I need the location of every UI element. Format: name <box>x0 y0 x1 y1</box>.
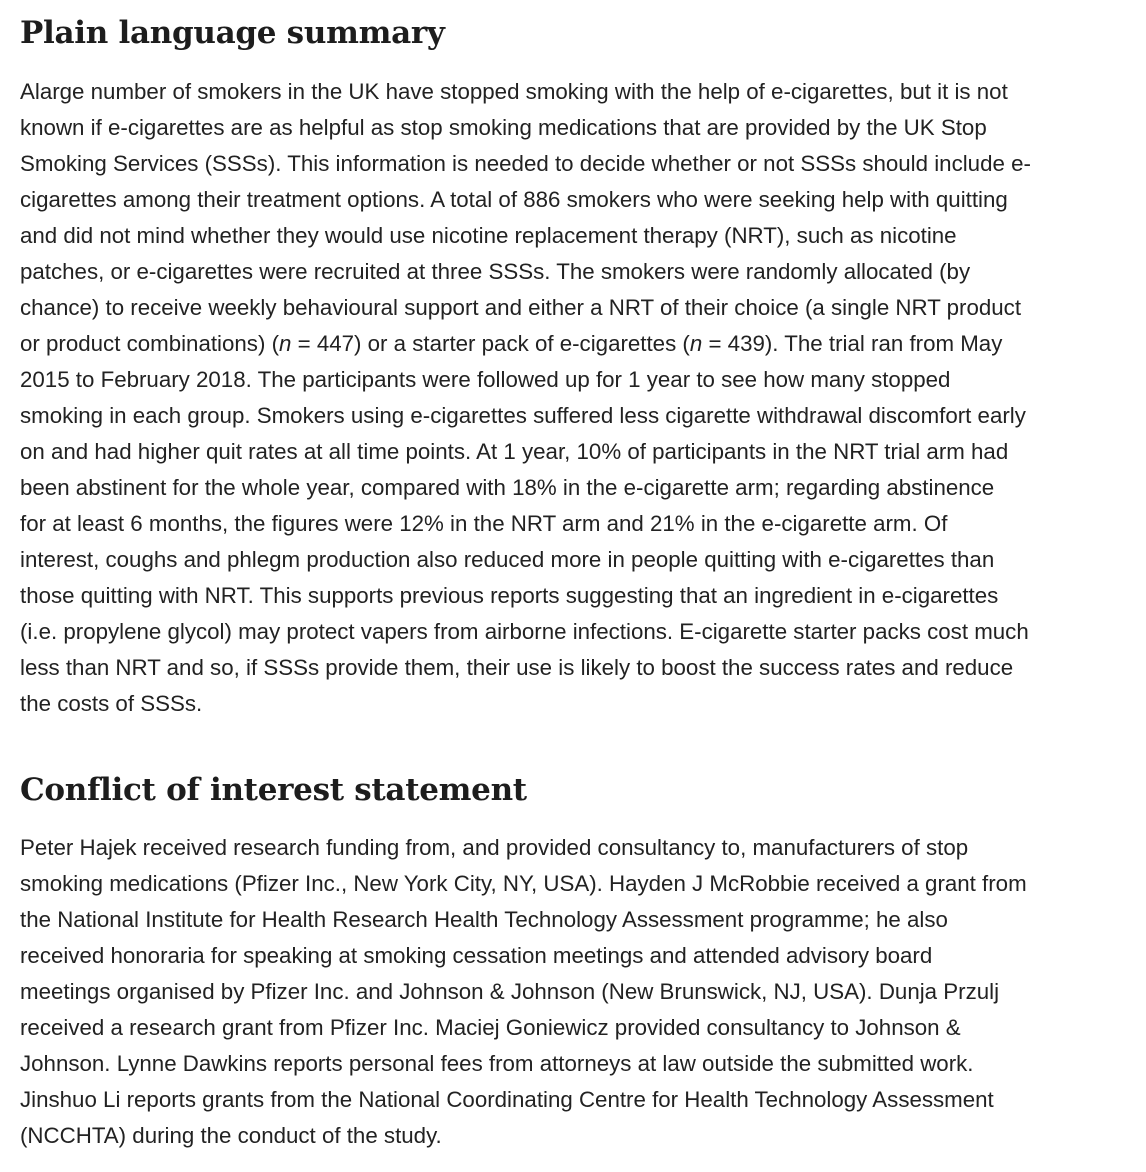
summary-line: Alarge number of smokers in the UK have stopped smoking with the help of e-cigarettes, but it is not <box>20 79 1008 104</box>
summary-line: known if e-cigarettes are as helpful as stop smoking medications that are provided by the UK Stop <box>20 115 987 140</box>
summary-line: been abstinent for the whole year, compared with 18% in the e-cigarette arm; regarding abstinence <box>20 475 995 500</box>
summary-line: less than NRT and so, if SSSs provide them, their use is likely to boost the success rates and reduce <box>20 655 1014 680</box>
summary-line: interest, coughs and phlegm production also reduced more in people quitting with e-cigarettes than <box>20 547 995 572</box>
summary-line: and did not mind whether they would use nicotine replacement therapy (NRT), such as nicotine <box>20 223 957 248</box>
summary-line: (i.e. propylene glycol) may protect vapers from airborne infections. E-cigarette starter packs cost much <box>20 619 1029 644</box>
summary-line: patches, or e-cigarettes were recruited at three SSSs. The smokers were randomly allocated (by <box>20 259 971 284</box>
conflict-line: (NCCHTA) during the conduct of the study. <box>20 1123 442 1148</box>
conflict-line: Peter Hajek received research funding from, and provided consultancy to, manufacturers of stop <box>20 835 969 860</box>
summary-text: = 447) or a starter pack of e-cigarettes ( <box>291 331 690 356</box>
summary-line: the costs of SSSs. <box>20 691 203 716</box>
conflict-line: Johnson. Lynne Dawkins reports personal fees from attorneys at law outside the submitted work. <box>20 1051 974 1076</box>
summary-line: smoking in each group. Smokers using e-cigarettes suffered less cigarette withdrawal discomfort early <box>20 403 1026 428</box>
conflict-line: received honoraria for speaking at smoking cessation meetings and attended advisory board <box>20 943 933 968</box>
summary-line: chance) to receive weekly behavioural support and either a NRT of their choice (a single NRT product <box>20 295 1022 320</box>
summary-line-sample-sizes <box>20 326 1108 362</box>
conflict-line: smoking medications (Pfizer Inc., New York City, NY, USA). Hayden J McRobbie received a grant from <box>20 871 1027 896</box>
summary-line: Smoking Services (SSSs). This information is needed to decide whether or not SSSs should include e- <box>20 151 1031 176</box>
sample-size-variable: n <box>689 331 703 356</box>
conflict-of-interest-heading: Conflict of interest statement <box>20 772 527 808</box>
sample-size-variable: n <box>279 331 292 356</box>
conflict-line: the National Institute for Health Research Health Technology Assessment programme; he also <box>20 907 948 932</box>
plain-language-summary-heading: Plain language summary <box>20 15 445 51</box>
conflict-of-interest-paragraph <box>20 830 1108 1154</box>
summary-line: 2015 to February 2018. The participants were followed up for 1 year to see how many stopped <box>20 367 951 392</box>
summary-line: cigarettes among their treatment options. A total of 886 smokers who were seeking help with quitting <box>20 187 1008 212</box>
summary-text: or product combinations) ( <box>20 331 280 356</box>
conflict-line: meetings organised by Pfizer Inc. and Johnson & Johnson (New Brunswick, NJ, USA). Dunja Przulj <box>20 979 1000 1004</box>
summary-line: those quitting with NRT. This supports previous reports suggesting that an ingredient in e-cigarettes <box>20 583 999 608</box>
conflict-line: received a research grant from Pfizer Inc. Maciej Goniewicz provided consultancy to Johnson & <box>20 1015 961 1040</box>
conflict-line: Jinshuo Li reports grants from the National Coordinating Centre for Health Technology Assessment <box>20 1087 994 1112</box>
summary-text: = 439). The trial ran from May <box>702 331 1003 356</box>
summary-line: for at least 6 months, the figures were 12% in the NRT arm and 21% in the e-cigarette arm. Of <box>20 511 948 536</box>
summary-line: on and had higher quit rates at all time points. At 1 year, 10% of participants in the NRT trial arm had <box>20 439 1009 464</box>
plain-language-summary-paragraph <box>20 74 1108 722</box>
